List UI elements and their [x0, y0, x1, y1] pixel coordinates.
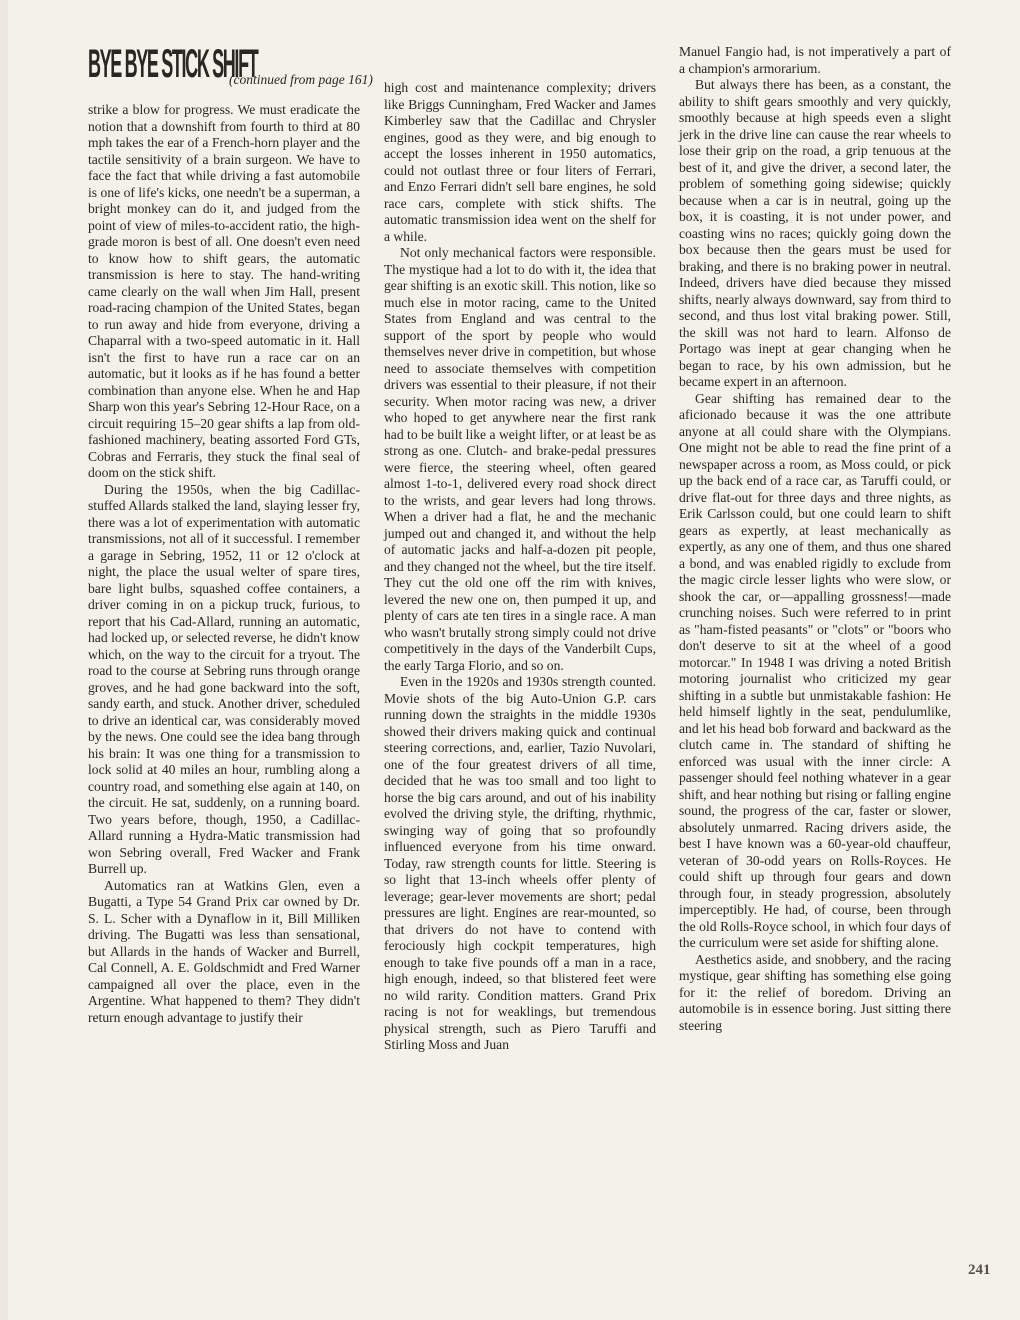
paragraph: Automatics ran at Watkins Glen, even a Bugatti, a Type 54 Grand Prix car owned by Dr. S. L. Scher with a Dynaflow in it, Bill Milliken driving. The Bugatti was less than sensational, but Allards in the hands of Wacker and Burrell, Cal Connell, A. E. Goldschmidt and Fred Warner campaigned all over the place, even in the Argentine. What happened to them? They didn't return enough advantage to justify their — [88, 877, 360, 1025]
paragraph: high cost and maintenance complexity; drivers like Briggs Cunningham, Fred Wacker and James Kimberley saw that the Cadillac and Chrysler engines, good as they were, and big enough to accept the losses inherent in 1950 automatics, could not outlast three or four liters of Ferrari, and Enzo Ferrari didn't sell bare engines, he sold race cars, complete with stick shifts. The automatic transmission idea went on the shelf for a while. — [384, 80, 656, 244]
paragraph: Manuel Fangio had, is not imperatively a part of a champion's armorarium. — [679, 44, 951, 76]
page-edge — [0, 0, 8, 1320]
page-number: 241 — [968, 1262, 991, 1278]
paragraph: But always there has been, as a constant, the ability to shift gears smoothly and very quickly, smoothly because at high speeds even a slight jerk in the drive line can cause the rear wheels to lose their grip on the road, a grip tenuous at the best of it, and give the driver, a second later, the problem of something going sidewise; quickly because when a car is in neutral, going up the box, it is coasting, it is not under power, and coasting wins no races; quickly going down the box because then the gears must be used for braking, and there is no braking power in neutral. Indeed, drivers have died because they missed shifts, nearly always downward, say from third to second, and thus lost vital braking power. Still, the skill was not hard to learn. Alfonso de Portago was inept at gear changing when he began to race, by his own admission, but he became expert in an afternoon. — [679, 77, 951, 389]
paragraph: Aesthetics aside, and snobbery, and the racing mystique, gear shifting has something else going for it: the relief of boredom. Driving an automobile is in essence boring. Just sitting there steering — [679, 951, 951, 1033]
continued-line: (continued from page 161) — [229, 72, 373, 87]
text-column-2 — [384, 80, 656, 1054]
text-column-1 — [88, 102, 360, 1026]
paragraph: Even in the 1920s and 1930s strength counted. Movie shots of the big Auto-Union G.P. cars running down the straights in the middle 1930s showed their drivers making quick and continual steering corrections, and, earlier, Tazio Nuvolari, one of the four greatest drivers of all time, decided that he was too small and too light to horse the big cars around, and out of his inability evolved the driving style, the drifting, rhythmic, swinging way of going that so profoundly influenced everyone from his time onward. Today, raw strength counts for little. Steering is so light that 13-inch wheels offer plenty of leverage; gear-lever movements are short; pedal pressures are light. Engines are rear-mounted, so that drivers do not have to contend with ferociously high cockpit temperatures, high enough to take five pounds off a man in a race, high enough, indeed, so that blistered feet were no wild rarity. Condition matters. Grand Prix racing is not for weaklings, but tremendous physical strength, such as Piero Taruffi and Stirling Moss and Juan — [384, 674, 656, 1052]
paragraph: Gear shifting has remained dear to the aficionado because it was the one attribute anyone at all could share with the Olympians. One might not be able to read the fine print of a newspaper across a room, as Moss could, or pick up the back end of a race car, as Taruffi could, or drive flat-out for three days and three nights, as Erik Carlsson could, but one could learn to shift gears as expertly, at least mechanically as expertly, as any one of them, and thus one shared a bond, and was enabled rigidly to exclude from the magic circle lesser lights who were slow, or shook the car, or—appalling grossness!—made crunching noises. Such were referred to in print as "ham-fisted peasants" or "clots" or "boors who don't deserve to sit at the wheel of a good motorcar." In 1948 I was driving a noted British motoring journalist who criticized my gear shifting in a subtle but unmistakable fashion: He held himself lightly in the seat, pendulumlike, and let his head bob forward and backward as the clutch came in. The standard of shifting he enforced was usual with the inner circle: A passenger should feel nothing whatever in a gear shift, and hear nothing but rising or falling engine sound, the progress of the car, faster or slower, absolutely unmarred. Racing drivers aside, the best I have known was a 60-year-old chauffeur, veteran of 30-odd years on Rolls-Royces. He could shift up through four gears and down through four, in steady progression, absolutely imperceptibly. He had, of course, been through the old Rolls-Royce school, in which four days of the curriculum were set aside for shifting alone. — [679, 390, 951, 950]
article-kicker: BYE BYE STICK SHIFT — [88, 42, 258, 86]
article-header — [88, 42, 388, 102]
text-column-3 — [679, 44, 951, 1034]
paragraph: During the 1950s, when the big Cadillac-stuffed Allards stalked the land, slaying lesser fry, there was a lot of experimentation with automatic transmissions, not all of it successful. I remember a garage in Sebring, 1952, 11 or 12 o'clock at night, the place the usual welter of spare tires, bare light bulbs, squashed coffee containers, a driver coming in on a pickup truck, furious, to report that his Cad-Allard, running an automatic, had locked up, or selected reverse, he didn't know which, on the way to the circuit for a tryout. The road to the course at Sebring runs through orange groves, and he had gone backward into the soft, sandy earth, and stuck. Another driver, scheduled to drive an identical car, was considerably moved by the news. One could see the idea bang through his brain: It was one thing for a transmission to lock solid at 40 miles an hour, rumbling along a country road, and something else again at 140, on the circuit. He sat, suddenly, on a running board. Two years before, though, 1950, a Cadillac-Allard running a Hydra-Matic transmission had won Sebring overall, Fred Wacker and Frank Burrell up. — [88, 481, 360, 876]
paragraph: Not only mechanical factors were responsible. The mystique had a lot to do with it, the idea that gear shifting is an exotic skill. This notion, like so much else in motor racing, came to the United States from England and was central to the support of the sport by people who would themselves never drive in competition, but whose need to associate themselves with competition drivers was essential to their pleasure, if not their security. When motor racing was new, a driver who hoped to get anywhere near the first rank had to be built like a weight lifter, or at least be as strong as one. Clutch- and brake-pedal pressures were fierce, the steering wheel, often geared almost 1-to-1, delivered every road shock direct to the wrists, and gear levers had long throws. When a driver had a flat, he and the mechanic jumped out and changed it, and without the help of automatic jacks and half-a-dozen pit people, and they changed not the wheel, but the tire itself. They cut the old one off the rim with knives, levered the new one on, then pumped it up, and plenty of cars ate ten tires in a single race. A man who wasn't brutally strong simply could not drive competitively in the days of the Vanderbilt Cups, the early Targa Florio, and so on. — [384, 245, 656, 673]
paragraph: strike a blow for progress. We must eradicate the notion that a downshift from fourth to third at 80 mph takes the ear of a French-horn player and the tactile sensitivity of a brain surgeon. We have to face the fact that while driving a fast automobile is one of life's kicks, one needn't be a superman, a bright monkey can do it, and judged from the point of view of miles-to-accident ratio, the high-grade moron is best of all. One doesn't even need to know how to shift gears, the automatic transmission is here to stay. The hand-writing came clearly on the wall when Jim Hall, present road-racing champion of the United States, began to run away and hide from everyone, driving a Chaparral with a two-speed automatic in it. Hall isn't the first to have run a race car on an automatic, but it looks as if he has found a better combination than anyone else. When he and Hap Sharp won this year's Sebring 12-Hour Race, on a circuit requiring 15–20 gear shifts a lap from old-fashioned machinery, beating assorted Ford GTs, Cobras and Ferraris, they stuck the final seal of doom on the stick shift. — [88, 102, 360, 480]
